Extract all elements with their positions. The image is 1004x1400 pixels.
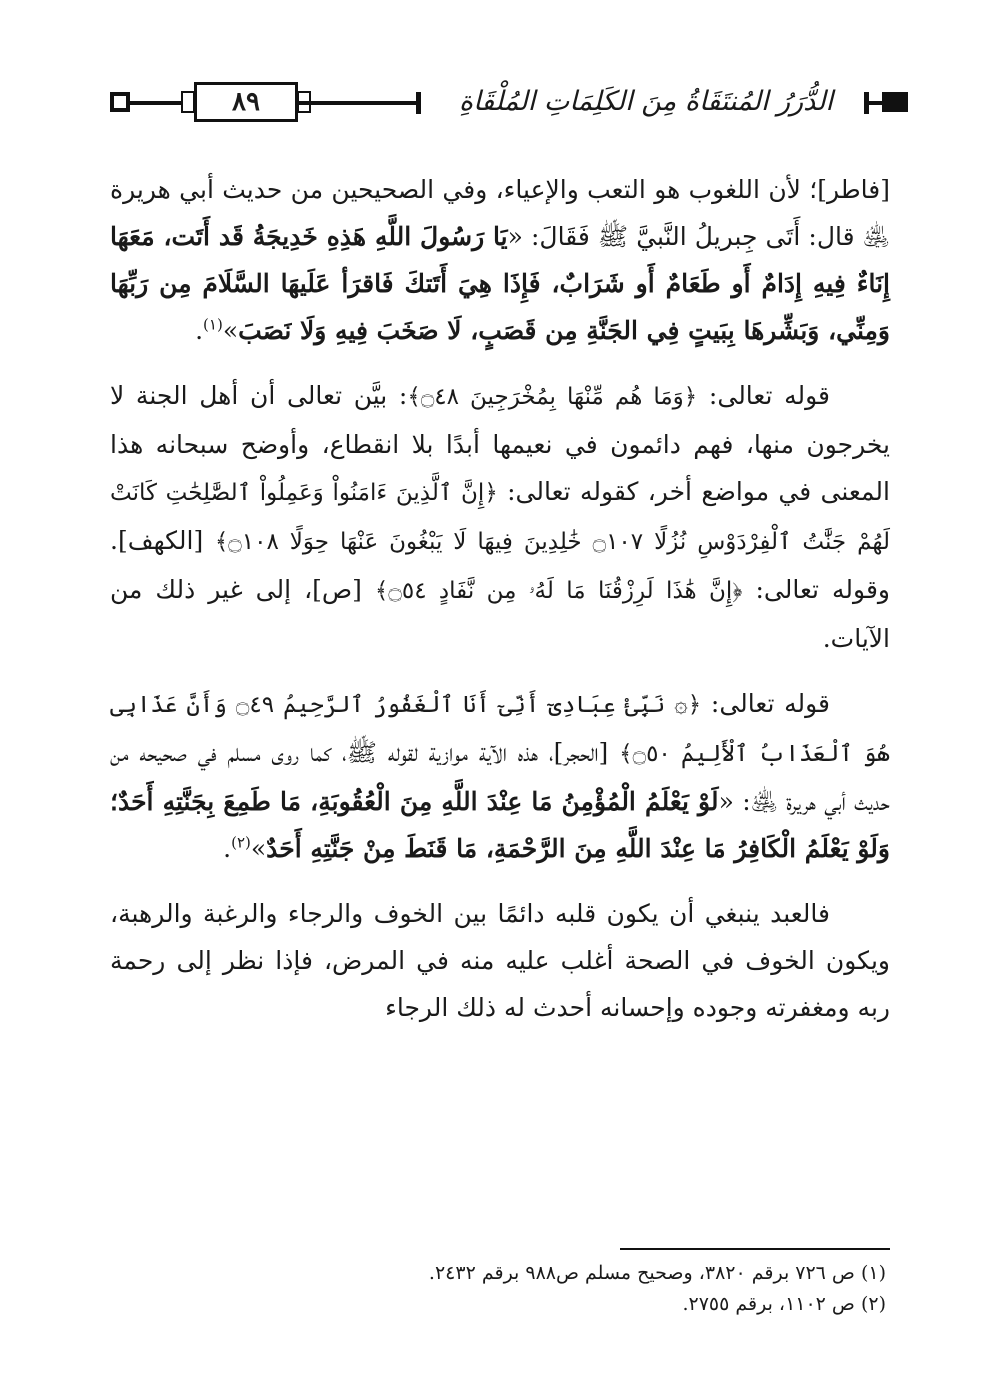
hadith-text: لَوْ يَعْلَمُ الْمُؤْمِنُ مَا عِنْدَ اللَّهِ مِنَ الْعُقُوبَةِ، مَا طَمِعَ بِجَنَّتِهِ أَحَدٌ؛ وَلَوْ يَعْلَمُ الْكَافِرُ مَا عِنْدَ اللَّهِ مِنَ الرَّحْمَةِ، مَا قَنَطَ مِنْ جَنَّتِهِ أَحَدٌ xyxy=(110,787,890,863)
footnote-separator xyxy=(620,1248,890,1250)
page-number-frame xyxy=(194,82,298,122)
paragraph xyxy=(110,680,890,872)
quran-verse: ﴿وَمَا هُم مِّنْهَا بِمُخْرَجِينَ ۝٤٨﴾ xyxy=(407,384,698,410)
header-rule xyxy=(298,101,416,105)
quran-verse: ﴿إِنَّ ٱلَّذِينَ ءَامَنُواْ وَعَمِلُواْ ٱلصَّٰلِحَٰتِ كَانَتْ لَهُمْ جَنَّٰتُ ٱلْفِرْدَوْسِ نُزُلًا ۝١٠٧ خَٰلِدِينَ فِيهَا لَا يَبْغُونَ عَنْهَا حِوَلًا ۝١٠٨﴾ xyxy=(110,480,890,555)
footnote-ref[interactable]: (٢) xyxy=(231,833,251,852)
footnote: (٢) ص ١١٠٢، برقم ٢٧٥٥. xyxy=(682,1293,886,1315)
text-run: [الكهف]. وقوله تعالى: xyxy=(110,526,890,604)
footnote-ref[interactable]: (١) xyxy=(203,315,223,334)
footnotes xyxy=(110,1258,886,1320)
hadith-text: يَا رَسُولَ اللَّهِ هَذِهِ خَدِيجَةُ قَد أَتَت، مَعَهَا إِنَاءٌ فِيهِ إِدَامٌ أَو طَعَامٌ أَو شَرَابٌ، فَإِذَا هِيَ أَتَتكَ فَاقرَأ عَلَيهَا السَّلَامَ مِن رَبِّهَا وَمِنِّي، وَبَشِّرهَا بِبَيتٍ فِي الجَنَّةِ مِن قَصَبٍ، لَا صَخَبَ فِيهِ وَلَا نَصَبَ xyxy=(110,222,890,345)
text-run: فالعبد ينبغي أن يكون قلبه دائمًا بين الخوف والرجاء والرغبة والرهبة، ويكون الخوف في الصحة أغلب عليه منه في المرض، فإذا نظر إلى رحمة ربه ومغفرته وجوده وإحسانه أحدث له ذلك الرجاء xyxy=(110,899,890,1022)
text-run: قوله تعالى: xyxy=(701,689,831,718)
text-run: قوله تعالى: xyxy=(697,381,831,410)
paragraph xyxy=(110,890,890,1031)
text-run: . xyxy=(223,834,232,863)
header-divider xyxy=(416,92,421,114)
header-ornament-square xyxy=(882,92,908,112)
text-run: [فاطر]؛ لأن اللغوب هو التعب والإعياء، وفي الصحيحين من حديث أبي هريرة ﵁ قال: أَتَى جِبريلُ النَّبيَّ ﷺ فَقَالَ: « xyxy=(110,175,890,251)
text-run: . xyxy=(195,316,204,345)
footnote: (١) ص ٧٢٦ برقم ٣٨٢٠، وصحيح مسلم ص٩٨٨ برقم ٢٤٣٢. xyxy=(428,1262,886,1284)
book-title: الدُّرَرُ المُنتَقَاةُ مِنَ الكَلِمَاتِ المُلْقَاةِ xyxy=(430,80,862,124)
text-run: : بيَّن تعالى أن أهل الجنة لا يخرجون منها، فهم دائمون في نعيمها أبدًا بلا انقطاع، وأوضح سبحانه هذا المعنى في مواضع أخر، كقوله تعالى: xyxy=(110,381,890,506)
text-run: [ص]، إلى غير ذلك من الآيات. xyxy=(110,575,890,653)
text-run: » xyxy=(250,834,267,863)
quran-verse: ﴿إِنَّ هَٰذَا لَرِزْقُنَا مَا لَهُۥ مِن نَّفَادٍ ۝٥٤﴾ xyxy=(374,578,743,604)
paragraph xyxy=(110,372,890,662)
header-ornament-square xyxy=(110,92,130,112)
text-run: [الحجر]، هذه الآية موازية لقوله ﷺ، كما روى مسلم في صحيحه من حديث أبي هريرة ﵁: « xyxy=(110,738,890,816)
text-run: » xyxy=(222,316,239,345)
paragraph xyxy=(110,166,890,354)
main-text xyxy=(110,166,890,1049)
page-header xyxy=(110,78,890,128)
page-number: ٨٩ xyxy=(232,87,260,117)
quran-verse: ﴿۞ نَبِّئْ عِبَادِىٓ أَنِّىٓ أَنَا ٱلْغَفُورُ ٱلرَّحِيمُ ۝٤٩ وَأَنَّ عَذَابِى هُوَ ٱلْعَذَابُ ٱلْأَلِيمُ ۝٥٠﴾ xyxy=(110,692,890,767)
